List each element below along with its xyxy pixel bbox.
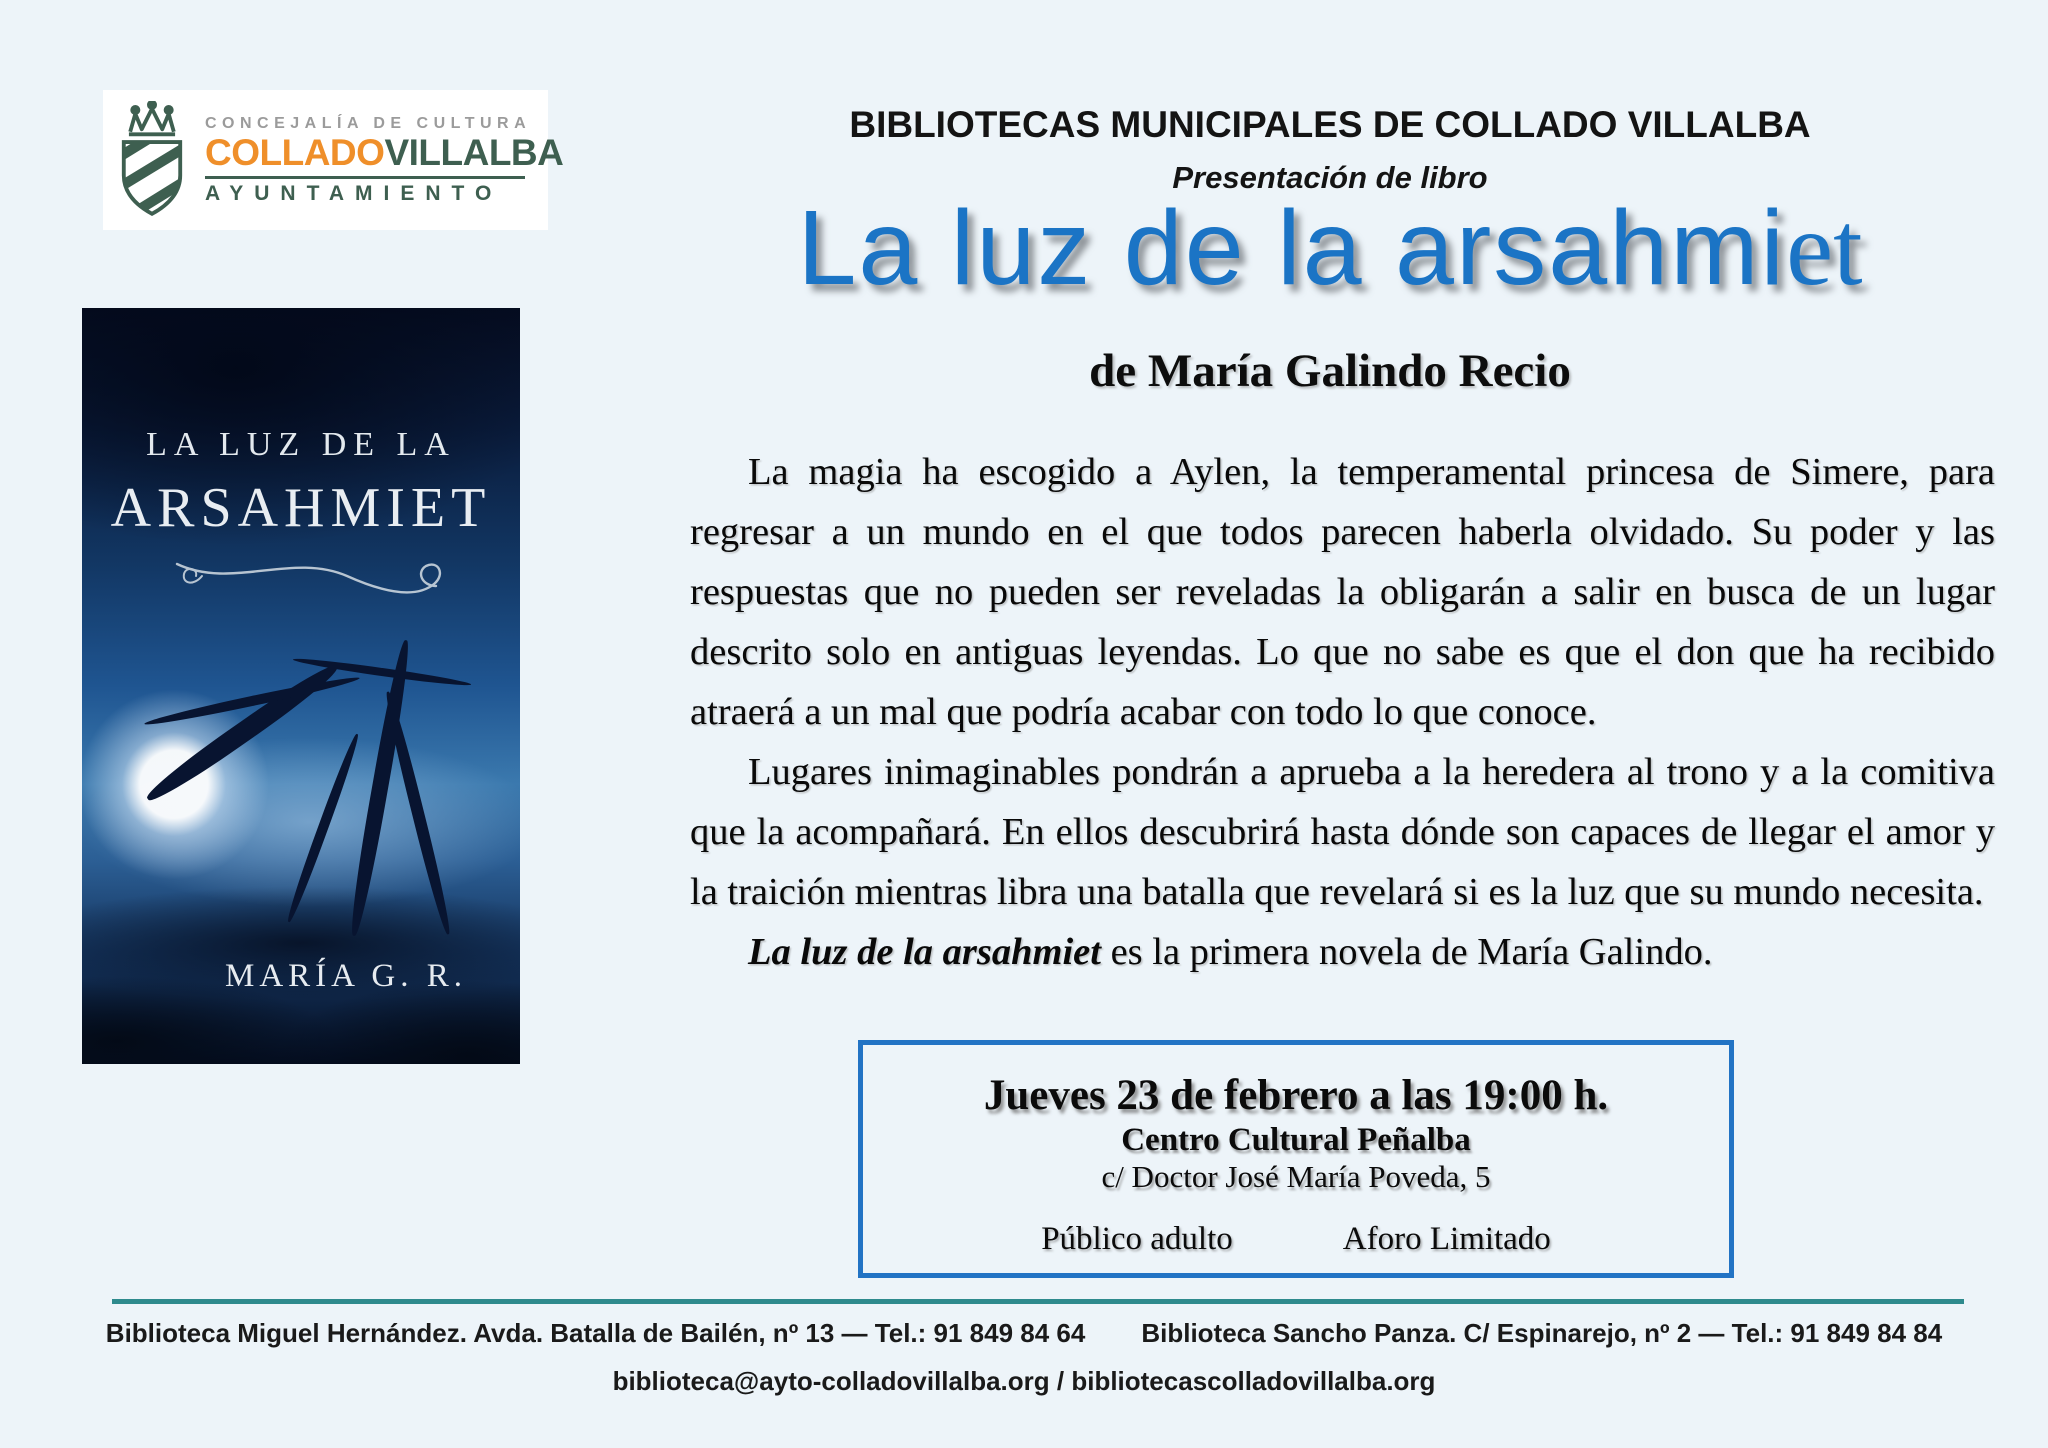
synopsis-paragraph-1: La magia ha escogido a Aylen, la temperamental princesa de Simere, para regresar a un mundo en el que todos parecen haberla olvidado. Su poder y las respuestas que no pueden ser reveladas la obligarán a salir en busca de un lugar descrito solo en antiguas leyendas. Lo que no sabe es que el don que ha recibido atraerá a un mal que podría acabar con todo lo que conoce. [690,451,1995,733]
footer-divider-rule [112,1299,1964,1304]
book-cover-image [82,308,520,1064]
tree-trunk-shape [284,732,362,923]
author-line: de María Galindo Recio [1089,345,1571,397]
event-details-box [858,1040,1734,1278]
organization-title: BIBLIOTECAS MUNICIPALES DE COLLADO VILLALBA [849,104,1811,145]
cover-flourish-ornament-icon [172,546,462,616]
book-title-heading: La luz de la arsahmiet [797,189,1863,307]
synopsis-paragraph-3: La luz de la arsahmiet es la primera novela de María Galindo. [748,931,1713,973]
logo-department-label: CONCEJALÍA DE CULTURA [205,114,532,132]
event-type-subtitle: Presentación de libro [1172,160,1488,195]
logo-ayuntamiento-label: AYUNTAMIENTO [205,181,503,205]
footer-libraries-line [0,1318,2048,1349]
synopsis-book-title: La luz de la arsahmiet [748,931,1101,973]
footer-contact-line: biblioteca@ayto-colladovillalba.org / bibliotecascolladovillalba.org [612,1366,1436,1396]
collado-villalba-crest-icon [113,101,191,219]
event-capacity: Aforo Limitado [1342,1221,1551,1257]
book-synopsis [690,442,1995,982]
cover-title-top: LA LUZ DE LA [146,426,456,463]
tree-trunk-shape [142,659,342,807]
logo-city-name: COLLADOVILLALBA [205,132,564,174]
municipality-logo [103,90,564,230]
logo-underline [205,176,525,179]
event-date-time: Jueves 23 de febrero a las 19:00 h. [983,1072,1609,1119]
footer-library-2: Biblioteca Sancho Panza. C/ Espinarejo, nº 2 — Tel.: 91 849 84 84 [1141,1318,1943,1348]
tree-trunk-shape [382,690,454,935]
book-title-tail: et [1786,190,1863,307]
event-address: c/ Doctor José María Poveda, 5 [1101,1159,1491,1194]
tree-trunk-shape [346,639,414,937]
event-venue: Centro Cultural Peñalba [1121,1122,1471,1158]
event-audience: Público adulto [1041,1221,1233,1257]
event-audience-row [863,1221,1729,1258]
footer-library-1: Biblioteca Miguel Hernández. Avda. Batalla de Bailén, nº 13 — Tel.: 91 849 84 64 [105,1318,1086,1348]
synopsis-paragraph-2: Lugares inimaginables pondrán a aprueba a la heredera al trono y a la comitiva que la acompañará. En ellos descubrirá hasta dónde son capaces de llegar el amor y la traición mientras libra una batalla que revelará si es la luz que su mundo necesita. [690,751,1995,913]
cover-author-name: MARÍA G. R. [224,958,468,994]
cover-title-main: ARSAHMIET [110,477,492,539]
